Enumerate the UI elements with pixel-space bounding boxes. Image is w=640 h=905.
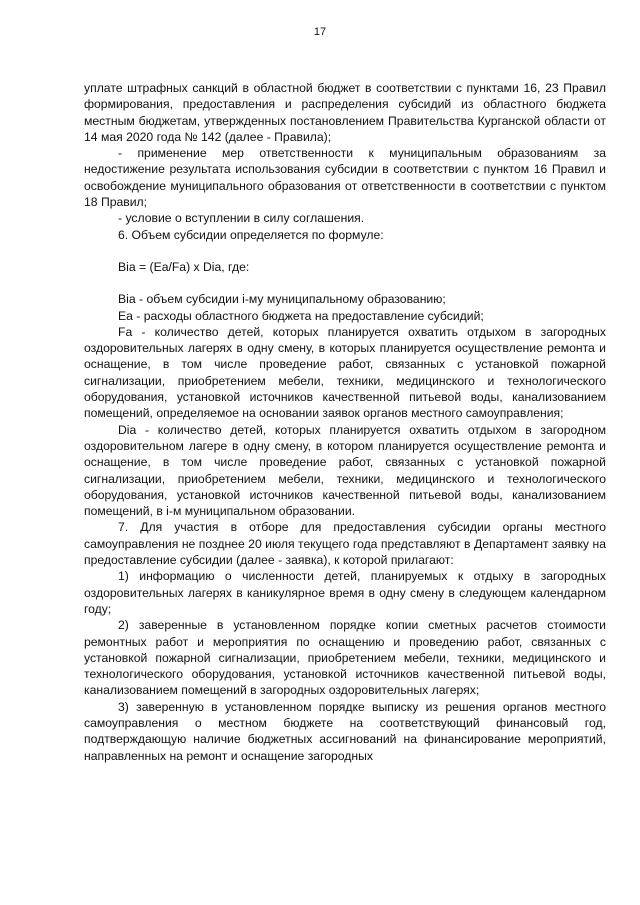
document-body	[84, 80, 606, 764]
paragraph-continuation-penalties: уплате штрафных санкций в областной бюджет в соответствии с пунктами 16, 23 Правил формирования, предоставления и распределения субсидий из областного бюджета местным бюджетам, утвержденных постановлением Правительства Курганской области от 14 мая 2020 года № 142 (далее - Правила);	[84, 81, 606, 144]
paragraph-section-7: 7. Для участия в отборе для предоставления субсидии органы местного самоуправления не позднее 20 июля текущего года представляют в Департамент заявку на предоставление субсидии (далее - заявка), к которой прилагают:	[84, 520, 606, 568]
definition-ea: Ea - расходы областного бюджета на предоставление субсидий;	[118, 308, 484, 323]
page-number: 17	[313, 26, 327, 38]
paragraph-entry-into-force: - условие о вступлении в силу соглашения.	[118, 211, 365, 226]
list-item-1: 1) информацию о численности детей, планируемых к отдыху в загородных оздоровительных лагерях в каникулярное время в одну смену в следующем календарном году;	[84, 569, 606, 616]
definition-fa: Fa - количество детей, которых планируется охватить отдыхом в загородных оздоровительных лагерях в одну смену, в которых планируется осуществление ремонта и оснащение, в том числе проведение работ, связанных с установкой пожарной сигнализации, приобретением мебели, техники, медицинского и технологического оборудования, установкой источников качественной питьевой воды, канализованием помещений, определяемое на основании заявок органов местного самоуправления;	[84, 324, 606, 421]
list-item-2: 2) заверенные в установленном порядке копии сметных расчетов стоимости ремонтных работ и мероприятия по оснащению и проведению работ, связанных с установкой пожарной сигнализации, приобретением мебели, техники, медицинского и технологического оборудования, установкой источников качественной питьевой воды, канализованием помещений в загородных оздоровительных лагерях;	[84, 618, 606, 698]
paragraph-liability-measures: - применение мер ответственности к муниципальным образованиям за недостижение результата использования субсидии в соответствии с пунктом 16 Правил и освобождение муниципального образования от ответственности в соответствии с пунктом 18 Правил;	[84, 146, 606, 210]
definition-bia: Bia - объем субсидии i-му муниципальному образованию;	[118, 292, 446, 307]
subsidy-formula: Bia = (Ea/Fa) x Dia, где:	[118, 259, 250, 274]
list-item-3: 3) заверенную в установленном порядке выписку из решения органов местного самоуправления о местном бюджете на соответствующий финансовый год, подтверждающую наличие бюджетных ассигнований на финансирование мероприятий, направленных на ремонт и оснащение загородных	[84, 699, 606, 763]
paragraph-section-6-heading: 6. Объем субсидии определяется по формуле:	[118, 227, 384, 242]
definition-dia: Dia - количество детей, которых планируется охватить отдыхом в загородном оздоровительном лагере в одну смену, в котором планируется осуществление ремонта и оснащение, в том числе проведение работ, связанных с установкой пожарной сигнализации, приобретением мебели, техники, медицинского и технологического оборудования, установкой источников качественной питьевой воды, канализованием помещений, в i-м муниципальном образовании.	[84, 422, 606, 519]
